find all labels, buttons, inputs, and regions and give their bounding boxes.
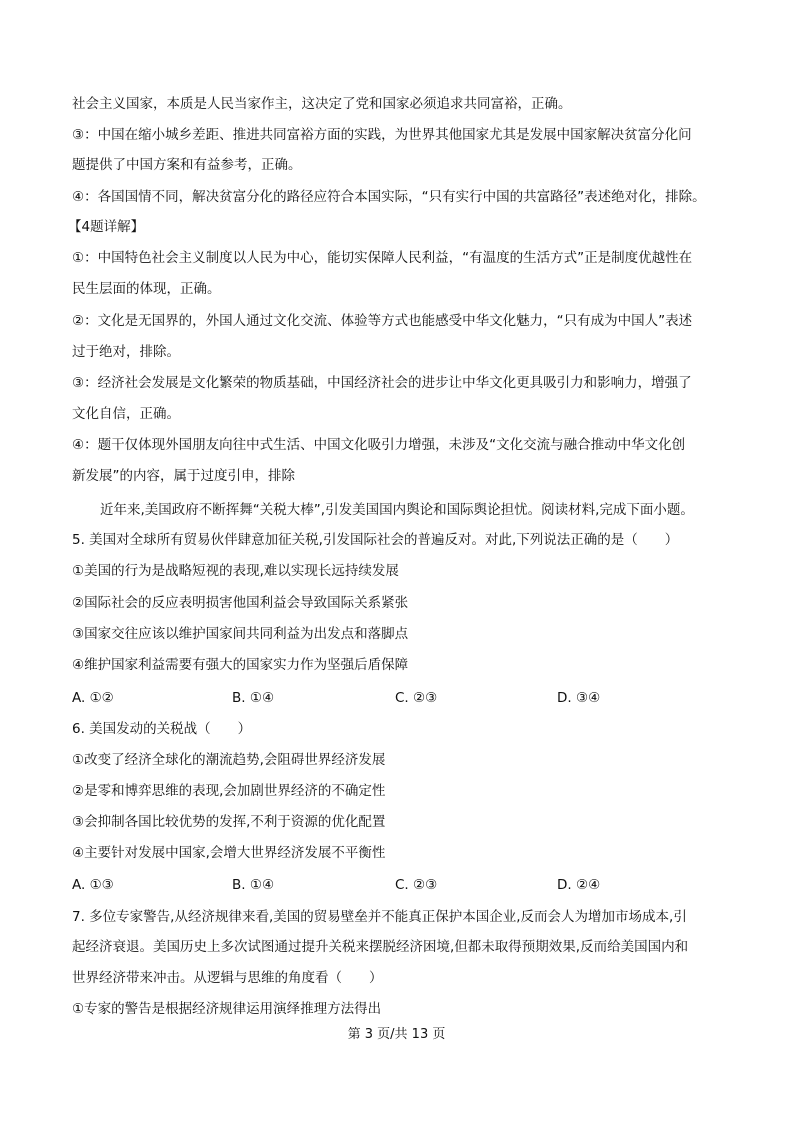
question-6-option-c: C. ②③ [395,877,438,893]
question-7-stem: 起经济衰退。美国历史上多次试图通过提升关税来摆脱经济困境,但都未取得预期效果,反而给美国国内和 [72,939,689,955]
question-7-stem: 7. 多位专家警告,从经济规律来看,美国的贸易壁垒并不能真正保护本国企业,反而会人为增加市场成本,引 [72,909,687,925]
text-line: ③：中国在缩小城乡差距、推进共同富裕方面的实践，为世界其他国家尤其是发展中国家解决贫富分化问 [72,127,692,143]
page-footer: 第 3 页/共 13 页 [347,1027,446,1042]
question-6-statement: ①改变了经济全球化的潮流趋势,会阻碍世界经济发展 [72,752,386,768]
text-line: 新发展”的内容，属于过度引申，排除 [72,468,295,484]
text-line: 民生层面的体现，正确。 [72,281,221,297]
text-line: ④：题干仅体现外国朋友向往中式生活、中国文化吸引力增强，未涉及“文化交流与融合推动中华文化创 [72,437,686,453]
question-6-statement: ②是零和博弈思维的表现,会加剧世界经济的不确定性 [72,783,386,799]
question-7-stem: 世界经济带来冲击。从逻辑与思维的角度看（ ） [72,970,383,986]
question-5-statement: ④维护国家利益需要有强大的国家实力作为坚强后盾保障 [72,657,409,673]
question-5-statement: ①美国的行为是战略短视的表现,难以实现长远持续发展 [72,563,399,579]
question-5-option-d: D. ③④ [557,690,601,706]
text-line: 社会主义国家，本质是人民当家作主，这决定了党和国家必须追求共同富裕，正确。 [72,96,572,112]
text-line: 过于绝对，排除。 [72,344,180,360]
question-6-option-b: B. ①④ [232,877,275,893]
question-6-stem: 6. 美国发动的关税战（ ） [72,721,252,737]
text-line: ④：各国国情不同，解决贫富分化的路径应符合本国实际，“只有实行中国的共富路径”表述绝对化，排除。 [72,189,706,205]
section-heading: 【4题详解】 [68,219,145,235]
question-6-option-a: A. ①③ [72,877,114,893]
text-line: 题提供了中国方案和有益参考，正确。 [72,157,302,173]
text-line: ③：经济社会发展是文化繁荣的物质基础，中国经济社会的进步让中华文化更具吸引力和影响力，增强了 [72,375,692,391]
question-7-statement: ①专家的警告是根据经济规律运用演绎推理方法得出 [72,1001,382,1017]
question-5-option-a: A. ①② [72,690,114,706]
question-6-statement: ③会抑制各国比较优势的发挥,不利于资源的优化配置 [72,814,386,830]
material-intro: 近年来,美国政府不断挥舞“关税大棒”,引发美国国内舆论和国际舆论担忧。阅读材料,完成下面小题。 [100,502,694,518]
question-5-statement: ②国际社会的反应表明损害他国利益会导致国际关系紧张 [72,595,409,611]
question-5-statement: ③国家交往应该以维护国家间共同利益为出发点和落脚点 [72,626,409,642]
question-6-statement: ④主要针对发展中国家,会增大世界经济发展不平衡性 [72,845,386,861]
question-5-stem: 5. 美国对全球所有贸易伙伴肆意加征关税,引发国际社会的普遍反对。对此,下列说法正确的是（ ） [72,532,679,548]
text-line: ①：中国特色社会主义制度以人民为中心，能切实保障人民利益，“有温度的生活方式”正是制度优越性在 [72,250,693,266]
text-line: 文化自信，正确。 [72,406,180,422]
question-5-option-c: C. ②③ [395,690,438,706]
question-5-option-b: B. ①④ [232,690,275,706]
question-6-option-d: D. ②④ [557,877,601,893]
text-line: ②：文化是无国界的，外国人通过文化交流、体验等方式也能感受中华文化魅力，“只有成为中国人”表述 [72,313,693,329]
